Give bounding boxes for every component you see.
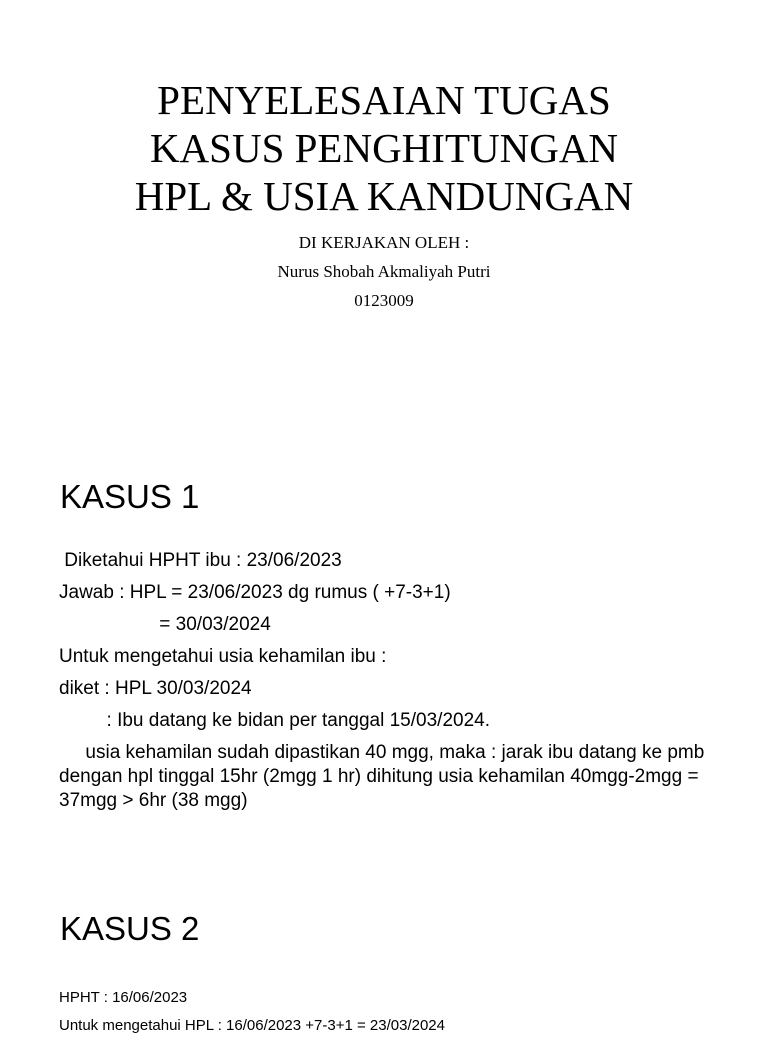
kasus-heading: KASUS 1 [60,478,200,515]
body-line: Untuk mengetahui HPL : 16/06/2023 +7-3+1 = 23/03/2024 [59,1017,445,1034]
author-block [0,228,768,315]
title-line: HPL & USIA KANDUNGAN [134,173,634,219]
kasus-1-slide [0,440,768,870]
body-line: : Ibu datang ke bidan per tanggal 15/03/2024. [59,710,490,731]
title-slide [0,0,768,440]
kasus-2-slide [0,870,768,1034]
kasus-heading: KASUS 2 [60,910,200,947]
body-line: HPHT : 16/06/2023 [59,989,188,1006]
kasus-body [59,984,709,1040]
body-line: Untuk mengetahui usia kehamilan ibu : [59,646,387,667]
body-line: diket : HPL 30/03/2024 [59,678,252,699]
author-name: Nurus Shobah Akmaliyah Putri [277,262,491,281]
body-line: = 30/03/2024 [59,614,271,635]
body-line: Diketahui HPHT ibu : 23/06/2023 [59,550,342,571]
title-line: KASUS PENGHITUNGAN [149,125,619,171]
author-label: DI KERJAKAN OLEH : [298,233,470,252]
kasus-body [59,549,709,813]
document-title [0,76,768,220]
title-line: PENYELESAIAN TUGAS [157,77,611,123]
body-line: Jawab : HPL = 23/06/2023 dg rumus ( +7-3+1) [59,582,451,603]
author-id: 0123009 [354,291,414,310]
body-paragraph: usia kehamilan sudah dipastikan 40 mgg, maka : jarak ibu datang ke pmb dengan hpl tinggal 15hr (2mgg 1 hr) dihitung usia kehamilan 40mgg-2mgg = 37mgg > 6hr (38 mgg) [59,742,710,811]
